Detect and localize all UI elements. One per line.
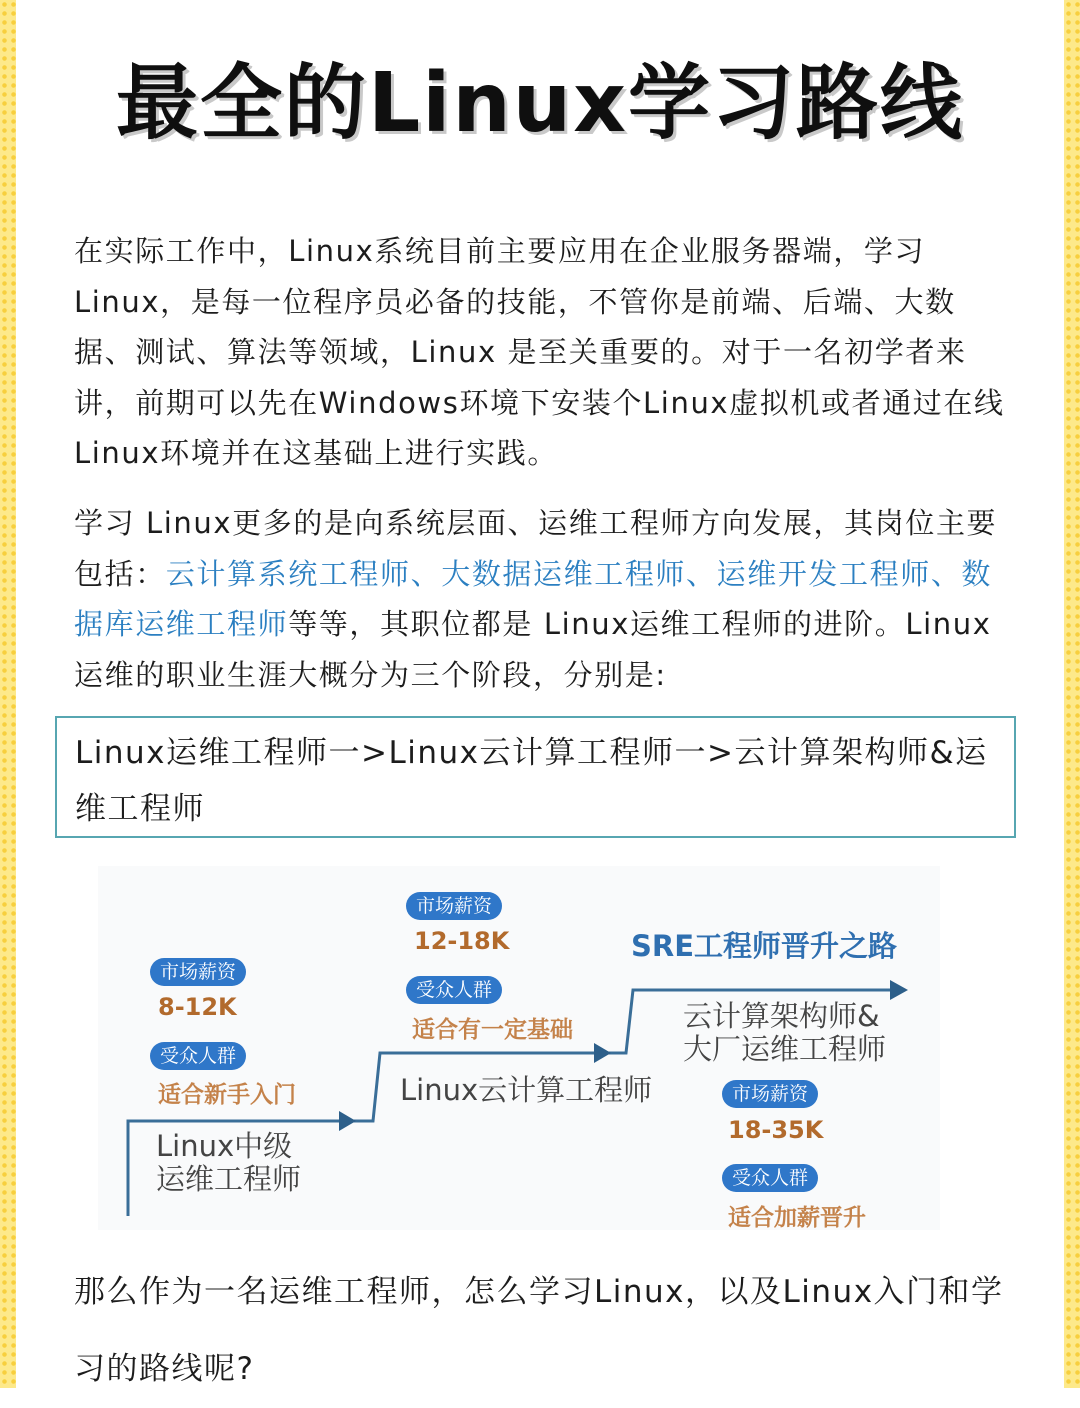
stage1-audience-badge: 受众人群	[150, 1042, 246, 1070]
career-paragraph	[74, 498, 1009, 700]
career-paragraph-suffix: 等等，其职位都是 Linux运维工程师的进阶。Linux运维的职业生涯大概分为三个阶段，分别是:	[74, 607, 992, 692]
arrow-head-3	[890, 980, 908, 1000]
page-title: 最全的Linux学习路线	[115, 56, 964, 151]
job-titles-highlight: 云计算系统工程师、大数据运维工程师、运维开发工程师、数据库运维工程师	[74, 556, 993, 641]
stage2-audience-badge: 受众人群	[406, 976, 502, 1004]
stage3-audience-badge: 受众人群	[722, 1164, 818, 1192]
career-path-box: Linux运维工程师一>Linux云计算工程师一>云计算架构师&运维工程师	[55, 716, 1016, 838]
right-decorative-border	[1064, 0, 1080, 1388]
stage2-audience: 适合有一定基础	[412, 1017, 573, 1043]
promotion-diagram	[98, 866, 940, 1230]
career-paragraph-prefix: 学习 Linux更多的是向系统层面、运维工程师方向发展，其岗位主要包括：	[74, 506, 998, 591]
intro-paragraph: 在实际工作中，Linux系统目前主要应用在企业服务器端，学习Linux，是每一位程序员必备的技能，不管你是前端、后端、大数据、测试、算法等领域，Linux 是至关重要的。对于一名初学者来讲，前期可以先在Windows环境下安装个Linux虚拟机或者通过在线Linux环境并在这基础上进行实践。	[74, 234, 1005, 470]
stage1-audience: 适合新手入门	[158, 1082, 296, 1108]
stage2-name: Linux云计算工程师	[400, 1073, 653, 1107]
stage1-name: Linux中级 运维工程师	[156, 1129, 302, 1196]
stage1-salary: 8-12K	[158, 993, 237, 1021]
arrow-head-2	[594, 1043, 611, 1063]
stage3-salary-badge: 市场薪资	[722, 1080, 818, 1108]
stage3-name: 云计算架构师& 大厂运维工程师	[683, 999, 887, 1066]
stage3-audience: 适合加薪晋升	[728, 1205, 866, 1231]
stage3-salary: 18-35K	[728, 1116, 824, 1144]
stage1-salary-badge: 市场薪资	[150, 958, 246, 986]
stage2-salary-badge: 市场薪资	[406, 892, 502, 920]
left-decorative-border	[0, 0, 16, 1388]
closing-question: 那么作为一名运维工程师，怎么学习Linux，以及Linux入门和学习的路线呢?	[74, 1274, 1004, 1387]
arrow-head-1	[339, 1111, 356, 1131]
diagram-title: SRE工程师晋升之路	[631, 929, 898, 963]
stage2-salary: 12-18K	[414, 927, 510, 955]
